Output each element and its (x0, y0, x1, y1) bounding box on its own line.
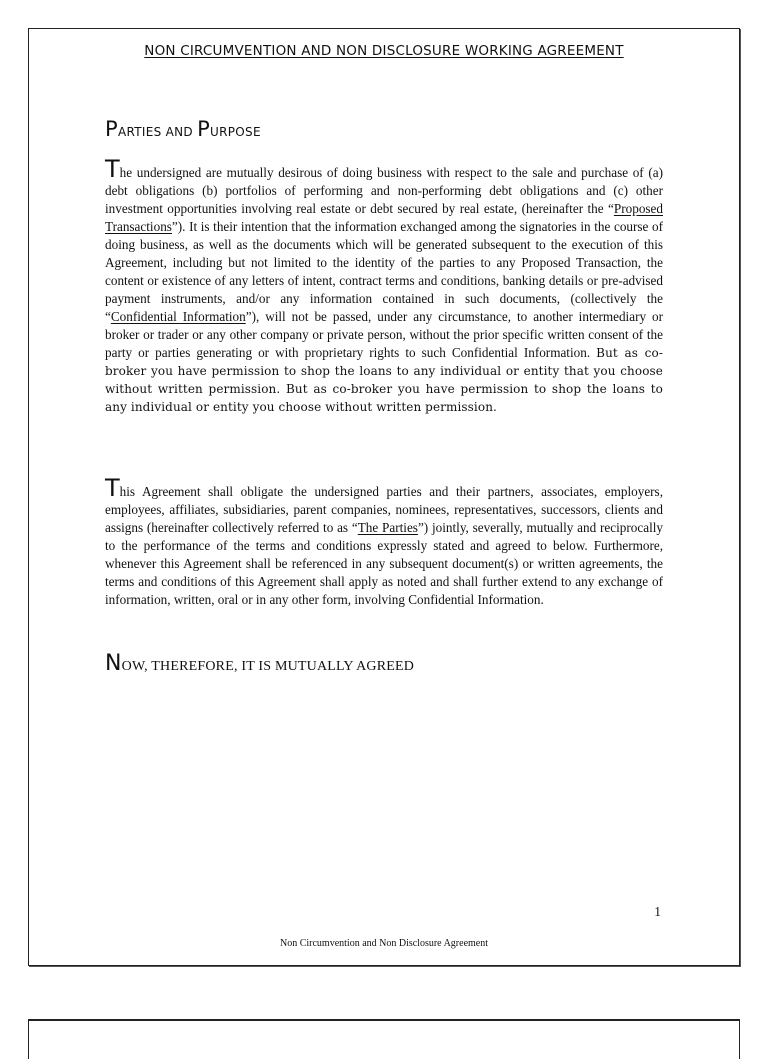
heading-text: OW, THEREFORE, IT IS MUTUALLY AGREED (121, 659, 415, 674)
defined-term-confidential-information: Confidential Information (110, 309, 246, 324)
paragraph-text: ”). It is their intention that the information exchanged among the signatories in the course of doing business, as well as the documents which will be generated subsequent to the execution of this Agreement, including but not limited to the identity of the parties to any Proposed Transaction, the content or existence of any letters of intent, contract terms and conditions, banking details or pre-advised payment instruments, and/or any information contained in such documents, (collectively the “ (105, 219, 663, 324)
heading-small-caps-text: ARTIES AND (117, 125, 198, 139)
document-page (28, 28, 740, 966)
paragraph-text: he undersigned are mutually desirous of doing business with respect to the sale and purchase of (a) debt obligations (b) portfolios of performing and non-performing debt obligations and (c) other investment opportunities involving real estate or debt secured by real estate, (hereinafter the “ (105, 165, 663, 216)
paragraph-inserted-text: But as co-broker you have permission to shop the loans to any individual or entity that you choose without written permission. But as co-broker you have permission to shop the loans to any individual or entity you choose without written permission. (105, 346, 663, 414)
paragraph-obligations (105, 474, 663, 609)
heading-small-caps-text: URPOSE (210, 125, 261, 139)
paragraph-drop-cap: T (105, 155, 120, 183)
section-heading-parties-and-purpose (105, 116, 261, 145)
heading-capital-letter: N (105, 651, 122, 676)
defined-term-the-parties: The Parties (357, 520, 418, 535)
paragraph-text: ”), will not be passed, under any circumstance, to another intermediary or broker or trader or any other company or private person, without the prior specific written consent of the party or parties generating or with proprietary rights to such Confidential Information. (105, 309, 663, 360)
page-footer: Non Circumvention and Non Disclosure Agreement (279, 938, 488, 949)
paragraph-text: his Agreement shall obligate the undersigned parties and their partners, associates, employers, employees, affiliates, subsidiaries, parent companies, nominees, representatives, successors, clients and assigns (hereinafter collectively referred to as “ (105, 484, 663, 535)
paragraph-text: ”) jointly, severally, mutually and reciprocally to the performance of the terms and conditions expressly stated and agreed to below. Furthermore, whenever this Agreement shall be referenced in any subsequent document(s) or written agreements, the terms and conditions of this Agreement shall apply as noted and shall further extend to any exchange of information, written, oral or in any other form, involving Confidential Information. (105, 520, 663, 607)
document-title (29, 42, 739, 60)
page-number: 1 (654, 904, 661, 919)
defined-term-proposed-transactions: Proposed Transactions (105, 201, 663, 234)
paragraph-purpose (105, 155, 663, 416)
heading-capital-letter: P (105, 117, 118, 141)
section-heading-now-therefore (105, 651, 414, 680)
next-page-edge (28, 1019, 740, 1059)
paragraph-drop-cap: T (105, 474, 120, 502)
document-title-text: NON CIRCUMVENTION AND NON DISCLOSURE WORKING AGREEMENT (144, 43, 624, 59)
heading-capital-letter: P (197, 117, 211, 141)
